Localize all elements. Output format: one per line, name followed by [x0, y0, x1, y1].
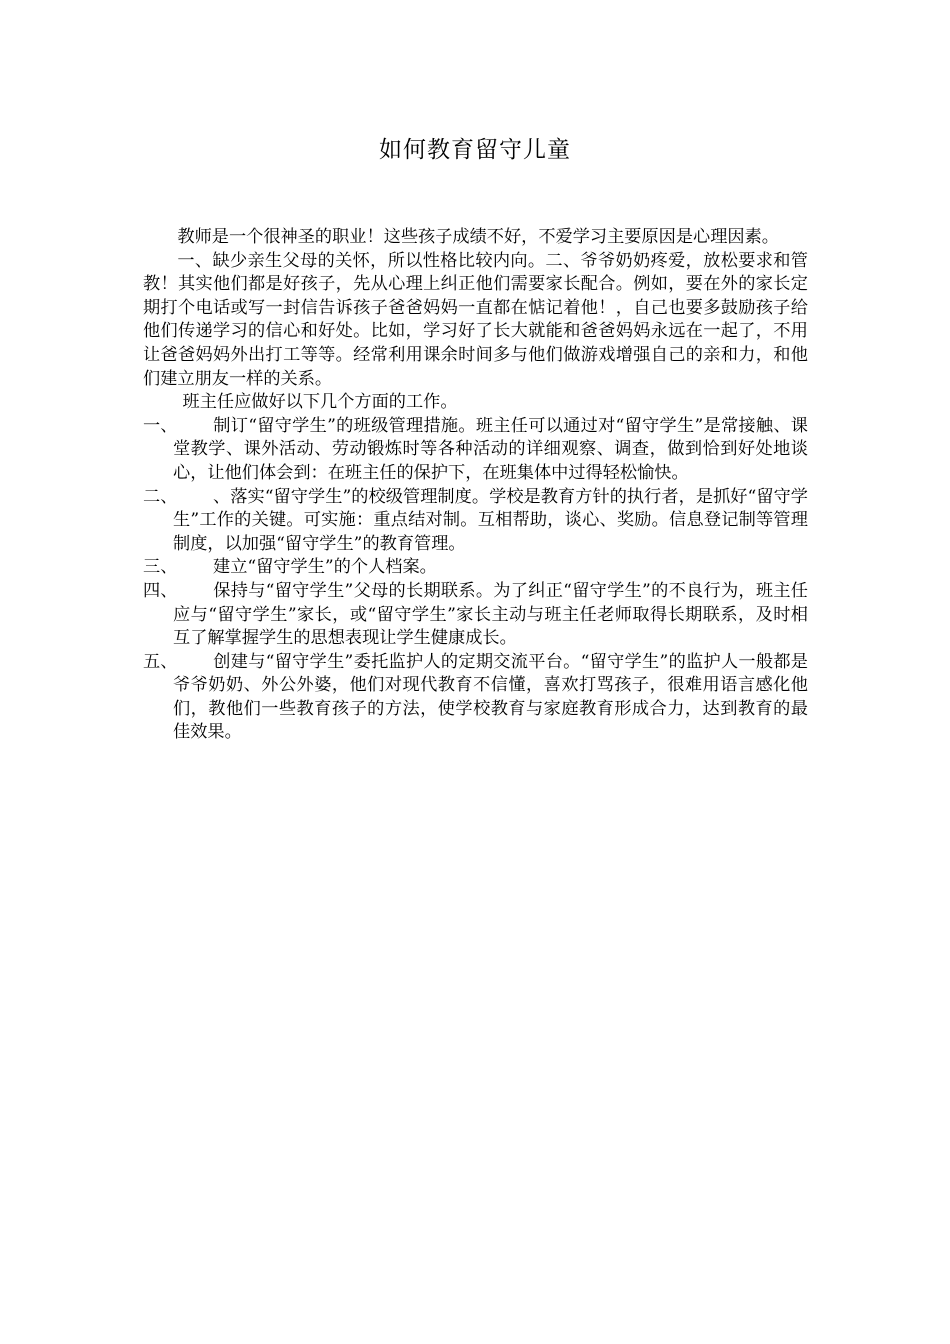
list-item-number: 二、 — [143, 486, 178, 507]
list-item-1 — [143, 415, 808, 486]
list-item-number: 一、 — [143, 415, 178, 436]
paragraph-reasons: 一、缺少亲生父母的关怀，所以性格比较内向。二、爷爷奶奶疼爱，放松要求和管教！其实他们都是好孩子，先从心理上纠正他们需要家长配合。例如，要在外的家长定期打个电话或写一封信告诉孩子爸爸妈妈一直都在惦记着他！，自己也要多鼓励孩子给他们传递学习的信心和好处。比如，学习好了长大就能和爸爸妈妈永远在一起了，不用让爸爸妈妈外出打工等等。经常利用课余时间多与他们做游戏增强自己的亲和力，和他们建立朋友一样的关系。 — [143, 250, 808, 389]
list-item-number: 五、 — [143, 651, 178, 672]
list-item-text: 建立“留守学生”的个人档案。 — [213, 557, 437, 578]
page-title: 如何教育留守儿童 — [379, 137, 571, 163]
list-item-text: 、落实“留守学生”的校级管理制度。学校是教育方针的执行者，是抓好“留守学生”工作的关键。可实施：重点结对制。互相帮助，谈心、奖励。信息登记制等管理制度，以加强“留守学生”的教育管理。 — [173, 486, 808, 554]
list-item-5 — [143, 651, 808, 745]
list-item-2 — [143, 486, 808, 557]
paragraph-teacher-work: 班主任应做好以下几个方面的工作。 — [182, 392, 458, 413]
list-item-text: 保持与“留守学生”父母的长期联系。为了纠正“留守学生”的不良行为，班主任应与“留守学生”家长，或“留守学生”家长主动与班主任老师取得长期联系，及时相互了解掌握学生的思想表现让学生健康成长。 — [173, 580, 808, 649]
document-body — [143, 226, 808, 745]
list-item-text: 制订“留守学生”的班级管理措施。班主任可以通过对“留守学生”是常接触、课堂教学、课外活动、劳动锻炼时等各种活动的详细观察、调查，做到恰到好处地谈心，让他们体会到：在班主任的保护下，在班集体中过得轻松愉快。 — [173, 415, 808, 483]
list-item-number: 四、 — [143, 580, 178, 601]
list-item-number: 三、 — [143, 557, 178, 578]
list-item-3 — [143, 556, 808, 580]
list-item-text: 创建与“留守学生”委托监护人的定期交流平台。“留守学生”的监护人一般都是爷爷奶奶、外公外婆，他们对现代教育不信懂，喜欢打骂孩子，很难用语言感化他们，教他们一些教育孩子的方法，使学校教育与家庭教育形成合力，达到教育的最佳效果。 — [173, 651, 808, 743]
paragraph-intro: 教师是一个很神圣的职业！这些孩子成绩不好，不爱学习主要原因是心理因素。 — [177, 227, 779, 247]
list-item-4 — [143, 580, 808, 651]
